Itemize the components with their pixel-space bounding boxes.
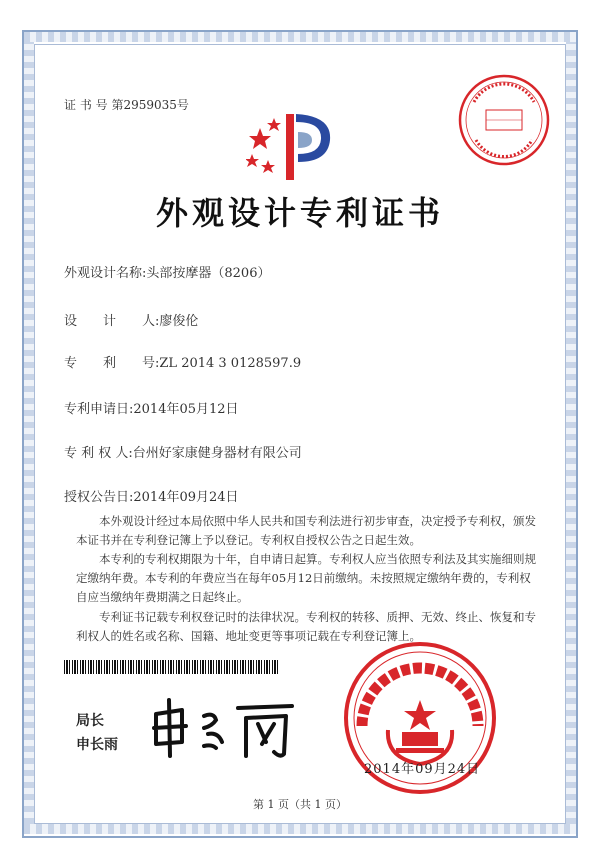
agency-seal-icon bbox=[456, 72, 552, 168]
field-label: 设 计 人: bbox=[64, 314, 160, 329]
field-label: 授权公告日: bbox=[64, 490, 134, 505]
paragraph-grant-notice: 本外观设计经过本局依照中华人民共和国专利法进行初步审查，决定授予专利权，颁发本证书并在专利登记簿上予以登记。专利权自授权公告之日起生效。 bbox=[76, 514, 536, 547]
decorative-band-bottom bbox=[24, 824, 576, 834]
field-value: 台州好家康健身器材有限公司 bbox=[132, 446, 302, 461]
barcode-icon bbox=[64, 660, 278, 674]
field-grant-date bbox=[64, 486, 239, 505]
field-value: ZL 2014 3 0128597.9 bbox=[159, 356, 302, 371]
field-value: 廖俊伦 bbox=[159, 314, 199, 329]
field-design-name bbox=[64, 262, 270, 281]
field-filing-date bbox=[64, 398, 239, 417]
decorative-band-left bbox=[24, 42, 34, 824]
field-label: 专 利 号: bbox=[64, 356, 160, 371]
certificate-number: 证 书 号 第2959035号 bbox=[64, 98, 189, 112]
director-signature-icon bbox=[142, 686, 302, 766]
paragraph-term-notice: 本专利的专利权期限为十年，自申请日起算。专利权人应当依照专利法及其实施细则规定缴纳年费。本专利的年费应当在每年05月12日前缴纳。未按照规定缴纳年费的，专利权自应当缴纳年费期满之日起终止。 bbox=[76, 552, 536, 604]
certificate-title: 外观设计专利证书 bbox=[155, 194, 444, 232]
field-label: 专 利 权 人: bbox=[64, 446, 133, 461]
field-patent-number bbox=[64, 352, 301, 371]
director-name: 申长雨 bbox=[76, 737, 118, 753]
page-number: 第 1 页（共 1 页） bbox=[253, 798, 347, 811]
field-patentee bbox=[64, 442, 302, 461]
field-value: 头部按摩器（8206） bbox=[146, 266, 271, 281]
seal-date: 2014年09月24日 bbox=[364, 762, 481, 777]
field-designer bbox=[64, 310, 198, 329]
field-value: 2014年09月24日 bbox=[133, 490, 239, 505]
paragraph-legal-status: 专利证书记载专利权登记时的法律状况。专利权的转移、质押、无效、终止、恢复和专利权人的姓名或名称、国籍、地址变更等事项记载在专利登记簿上。 bbox=[76, 610, 536, 643]
decorative-band-right bbox=[566, 42, 576, 824]
field-label: 外观设计名称: bbox=[64, 266, 147, 281]
field-value: 2014年05月12日 bbox=[133, 402, 239, 417]
director-title: 局长 bbox=[76, 713, 104, 729]
field-label: 专利申请日: bbox=[64, 402, 134, 417]
decorative-band-top bbox=[24, 32, 576, 42]
cnipa-logo-icon bbox=[246, 110, 336, 182]
